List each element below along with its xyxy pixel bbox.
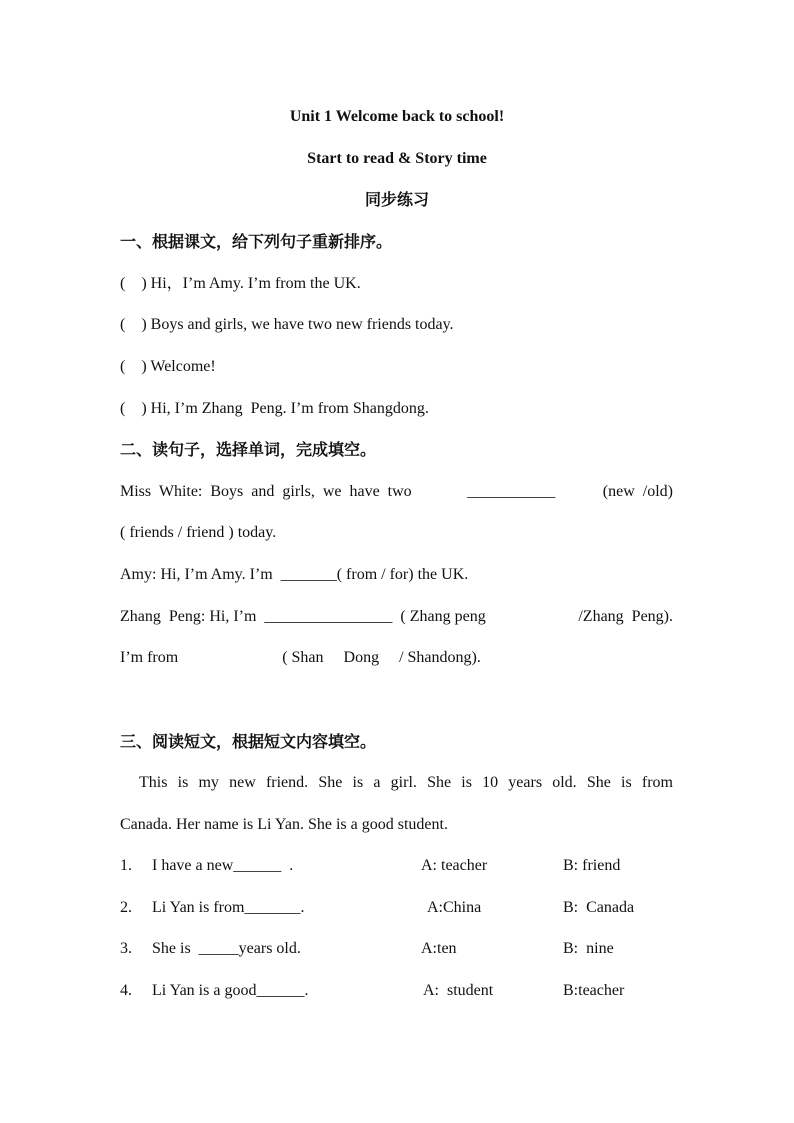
worksheet-title: Unit 1 Welcome back to school! <box>289 108 505 125</box>
fill-line-4 <box>120 606 673 628</box>
section3-title: 三、阅读短文，根据短文内容填空。 <box>120 732 377 751</box>
section1-title: 一、根据课文，给下列句子重新排序。 <box>120 232 393 251</box>
worksheet-heading: 同步练习 <box>364 190 429 209</box>
question-text: Li Yan is a good______. <box>152 982 309 999</box>
question-number: 3. <box>120 940 132 957</box>
fill-blank: ___________ <box>467 483 556 500</box>
option-a: A:ten <box>421 940 457 957</box>
question-text: Li Yan is from_______. <box>152 899 305 916</box>
option-a: A: student <box>423 982 494 999</box>
ordering-item: ( ) Hi，I’m Amy. I’m from the UK. <box>120 275 361 292</box>
question-text: She is _____years old. <box>152 940 301 957</box>
fill-line-2: ( friends / friend ) today. <box>120 524 277 541</box>
passage-line-1: This is my new friend. She is a girl. She is 10 years old. She is from <box>139 774 673 791</box>
question-text: I have a new______ . <box>152 857 294 874</box>
option-b: B: friend <box>563 857 621 874</box>
ordering-item: ( ) Hi, I’m Zhang Peng. I’m from Shangdong. <box>120 400 429 417</box>
section2-title: 二、读句子，选择单词，完成填空。 <box>120 440 377 459</box>
passage-line-2: Canada. Her name is Li Yan. She is a good student. <box>120 816 448 833</box>
option-a: A: teacher <box>421 857 488 874</box>
worksheet-subtitle: Start to read & Story time <box>307 150 487 167</box>
option-b: B: nine <box>563 940 614 957</box>
fill-line-1-options: (new /old) <box>602 483 673 500</box>
question-number: 2. <box>120 899 132 916</box>
ordering-item: ( ) Welcome! <box>120 358 216 375</box>
fill-line-1-text: Miss White: Boys and girls, we have two <box>120 483 420 500</box>
question-number: 1. <box>120 857 132 874</box>
fill-line-5: I’m from ( Shan Dong / Shandong). <box>120 649 481 666</box>
option-b: B: Canada <box>563 899 635 916</box>
option-b: B:teacher <box>563 982 625 999</box>
question-number: 4. <box>120 982 132 999</box>
fill-line-4-text: Zhang Peng: Hi, I’m ________________ ( Zhang peng <box>120 608 486 625</box>
fill-line-4-options: /Zhang Peng). <box>578 608 673 625</box>
fill-line-3: Amy: Hi, I’m Amy. I’m _______( from / for) the UK. <box>120 566 469 583</box>
ordering-item: ( ) Boys and girls, we have two new friends today. <box>120 316 454 333</box>
fill-line-1 <box>120 481 673 503</box>
option-a: A:China <box>427 899 482 916</box>
